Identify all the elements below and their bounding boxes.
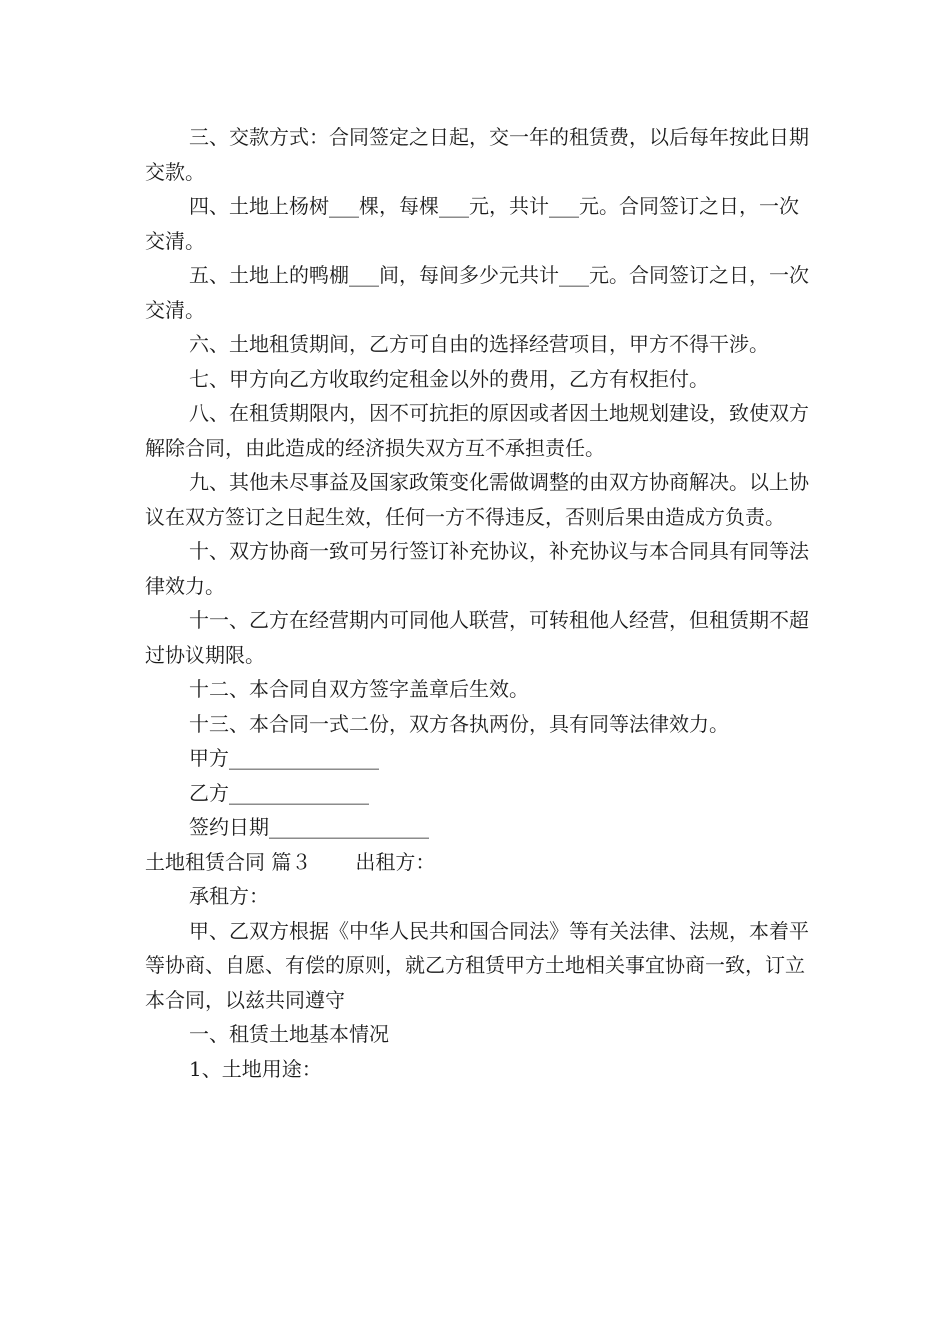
section-title: 土地租赁合同 篇３ <box>145 849 312 874</box>
clause-paragraph-5: 五、土地上的鸭棚___间，每间多少元共计___元。合同签订之日，一次交清。 <box>145 263 809 322</box>
clause-paragraph-6: 六、土地租赁期间，乙方可自由的选择经营项目，甲方不得干涉。 <box>189 332 769 356</box>
signature-party-a: 甲方_______________ <box>189 746 379 770</box>
clause-paragraph-4: 四、土地上杨树___棵，每棵___元，共计___元。合同签订之日，一次交清。 <box>145 194 799 253</box>
clause-paragraph-3: 三、交款方式：合同签定之日起，交一年的租赁费，以后每年按此日期交款。 <box>145 125 809 184</box>
lessor-label: 出租方： <box>355 849 436 874</box>
item-basic-info: 一、租赁土地基本情况 <box>189 1022 389 1046</box>
clause-paragraph-11: 十一、乙方在经营期内可同他人联营，可转租他人经营，但租赁期不超过协议期限。 <box>145 608 809 667</box>
clause-paragraph-8: 八、在租赁期限内，因不可抗拒的原因或者因土地规划建设，致使双方解除合同，由此造成的经济损失双方互不承担责任。 <box>145 401 809 460</box>
clause-paragraph-13: 十三、本合同一式二份，双方各执两份，具有同等法律效力。 <box>189 711 729 736</box>
document-body <box>145 120 815 1086</box>
section-heading-line <box>145 845 815 880</box>
signature-party-b: 乙方______________ <box>189 780 369 805</box>
clause-paragraph-12: 十二、本合同自双方签字盖章后生效。 <box>189 677 529 701</box>
item-land-use: 1、土地用途： <box>189 1056 322 1081</box>
intro-paragraph: 甲、乙双方根据《中华人民共和国合同法》等有关法律、法规，本着平等协商、自愿、有偿的原则，就乙方租赁甲方土地相关事宜协商一致，订立本合同，以兹共同遵守 <box>145 918 809 1012</box>
clause-paragraph-10: 十、双方协商一致可另行签订补充协议，补充协议与本合同具有同等法律效力。 <box>145 539 809 598</box>
clause-paragraph-7: 七、甲方向乙方收取约定租金以外的费用，乙方有权拒付。 <box>189 366 709 391</box>
lessee-label: 承租方： <box>189 884 269 908</box>
clause-paragraph-9: 九、其他未尽事益及国家政策变化需做调整的由双方协商解决。以上协议在双方签订之日起生效，任何一方不得违反，否则后果由造成方负责。 <box>145 470 809 529</box>
signature-date: 签约日期________________ <box>189 815 429 839</box>
